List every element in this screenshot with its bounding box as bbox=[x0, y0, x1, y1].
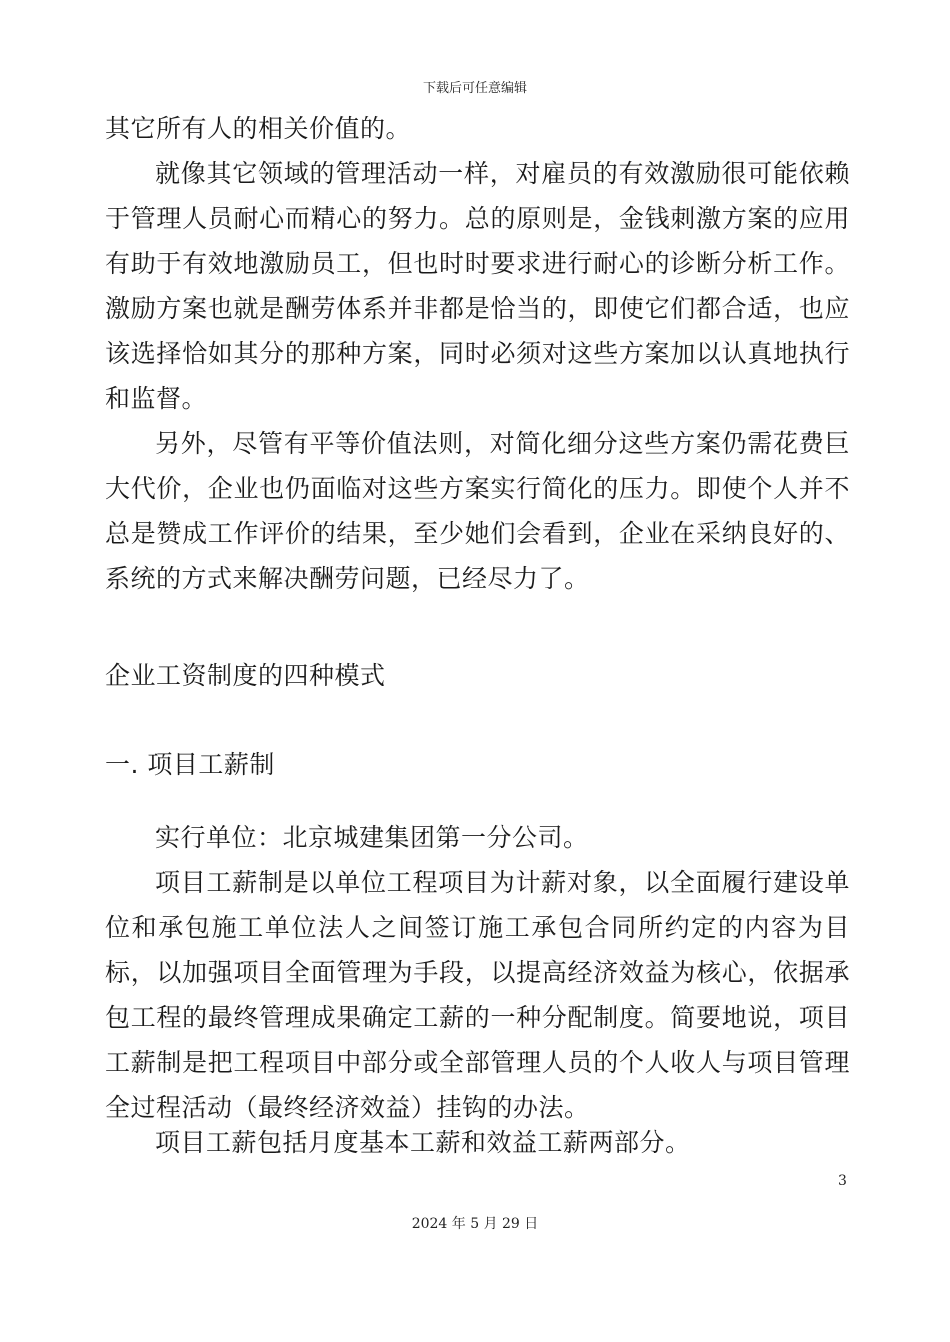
footer-date: 2024 年 5 月 29 日 bbox=[411, 1216, 539, 1232]
paragraph-incentive-effort: 就像其它领域的管理活动一样，对雇员的有效激励很可能依赖于管理人员耐心而精心的努力。总的原则是，金钱刺激方案的应用有助于有效地激励员工，但也时时要求进行耐心的诊断分析工作。激励方案也就是酬劳体系并非都是恰当的，即使它们都合适，也应该选择恰如其分的那种方案，同时必须对这些方案加以认真地执行和监督。 bbox=[105, 159, 850, 413]
subsection-title: 一. 项目工薪制 bbox=[105, 750, 275, 779]
paragraph-project-salary-definition: 项目工薪制是以单位工程项目为计薪对象，以全面履行建设单位和承包施工单位法人之间签订施工承包合同所约定的内容为目标，以加强项目全面管理为手段，以提高经济效益为核心，依据承包工程的最终管理成果确定工薪的一种分配制度。简要地说，项目工薪制是把工程项目中部分或全部管理人员的个人收人与项目管理全过程活动（最终经济效益）挂钩的办法。 bbox=[105, 868, 850, 1122]
paragraph-equal-value-law: 另外，尽管有平等价值法则，对简化细分这些方案仍需花费巨大代价，企业也仍面临对这些方案实行简化的压力。即使个人并不总是赞成工作评价的结果，至少她们会看到，企业在采纳良好的、系统的方式来解决酬劳问题，已经尽力了。 bbox=[105, 429, 850, 593]
page-number: 3 bbox=[838, 1173, 847, 1189]
header-note: 下载后可任意编辑 bbox=[422, 81, 527, 96]
paragraph-salary-components: 项目工薪包括月度基本工薪和效益工薪两部分。 bbox=[155, 1128, 691, 1157]
paragraph-continuation: 其它所有人的相关价值的。 bbox=[105, 114, 412, 143]
section-title: 企业工资制度的四种模式 bbox=[105, 661, 386, 690]
paragraph-implementing-unit: 实行单位：北京城建集团第一分公司。 bbox=[155, 823, 589, 852]
